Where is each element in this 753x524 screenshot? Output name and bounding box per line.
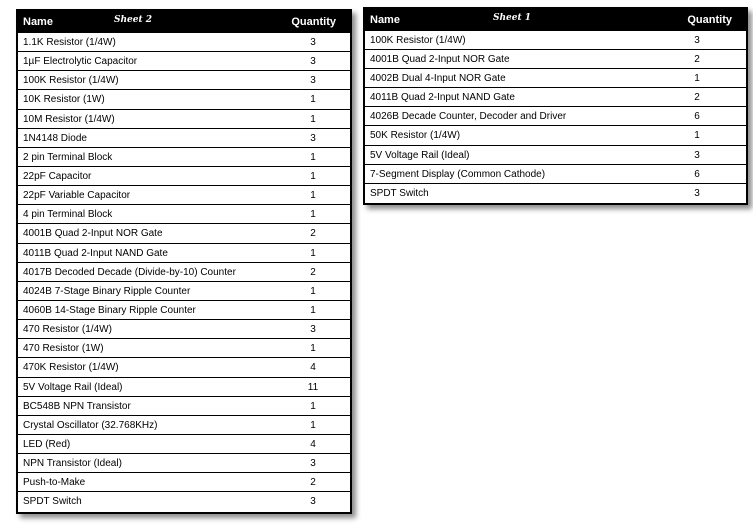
table-row (18, 90, 350, 109)
component-name: Push-to-Make (23, 477, 86, 489)
table-row (18, 435, 350, 454)
component-name: SPDT Switch (370, 187, 429, 199)
component-quantity: 2 (694, 92, 700, 104)
component-quantity: 1 (310, 419, 316, 431)
component-quantity: 2 (694, 54, 700, 66)
component-name: 10M Resistor (1/4W) (23, 113, 115, 125)
table-row (18, 263, 350, 282)
table-header (365, 9, 746, 31)
component-name: 7-Segment Display (Common Cathode) (370, 168, 546, 180)
table-row (18, 129, 350, 148)
component-quantity: 3 (310, 324, 316, 336)
component-quantity: 4 (310, 438, 316, 450)
component-name: 4001B Quad 2-Input NOR Gate (23, 228, 163, 240)
table-row (18, 224, 350, 243)
table-row (18, 167, 350, 186)
component-name: 100K Resistor (1/4W) (370, 35, 466, 46)
table-row (365, 146, 746, 165)
table-row (18, 473, 350, 492)
table-row (365, 126, 746, 145)
table-row (18, 148, 350, 167)
component-name: 4001B Quad 2-Input NOR Gate (370, 54, 510, 66)
component-quantity: 3 (310, 496, 316, 508)
table-row (365, 165, 746, 184)
table-row (365, 107, 746, 126)
component-quantity: 1 (310, 113, 316, 125)
component-name: 1.1K Resistor (1/4W) (23, 37, 116, 48)
component-quantity: 1 (694, 130, 700, 142)
table-row (18, 186, 350, 205)
component-quantity: 3 (310, 75, 316, 87)
component-name: 22pF Variable Capacitor (23, 190, 131, 202)
column-header-name: Name (370, 14, 400, 26)
component-name: 100K Resistor (1/4W) (23, 75, 119, 87)
component-name: 10K Resistor (1W) (23, 94, 105, 106)
component-name: BC548B NPN Transistor (23, 400, 131, 412)
table-header (18, 11, 350, 33)
component-quantity: 3 (694, 149, 700, 161)
component-name: 4026B Decade Counter, Decoder and Driver (370, 111, 567, 123)
table-row (18, 52, 350, 71)
component-quantity: 6 (694, 168, 700, 180)
table-row (18, 282, 350, 301)
component-quantity: 2 (310, 266, 316, 278)
table-row (365, 31, 746, 50)
column-header-name: Name (23, 16, 53, 28)
component-quantity: 2 (310, 477, 316, 489)
component-name: 4011B Quad 2-Input NAND Gate (23, 247, 168, 259)
component-quantity: 1 (310, 209, 316, 221)
sheet-title: Sheet 2 (114, 15, 153, 25)
bom-table-sheet-1 (363, 7, 748, 205)
table-row (18, 358, 350, 377)
component-quantity: 6 (694, 111, 700, 123)
component-quantity: 1 (310, 247, 316, 259)
component-quantity: 1 (310, 400, 316, 412)
component-name: 4024B 7-Stage Binary Ripple Counter (23, 285, 191, 297)
component-name: SPDT Switch (23, 496, 82, 508)
component-name: 50K Resistor (1/4W) (370, 130, 461, 142)
component-name: 22pF Capacitor (23, 170, 92, 182)
component-name: 4011B Quad 2-Input NAND Gate (370, 92, 515, 104)
component-name: 1µF Electrolytic Capacitor (23, 56, 138, 68)
component-quantity: 1 (694, 73, 700, 85)
component-quantity: 2 (310, 228, 316, 240)
component-quantity: 3 (310, 37, 316, 48)
component-name: 470 Resistor (1W) (23, 343, 104, 355)
column-header-quantity: Quantity (687, 14, 732, 26)
component-name: 470K Resistor (1/4W) (23, 362, 119, 374)
component-quantity: 1 (310, 285, 316, 297)
table-row (18, 244, 350, 263)
table-body (18, 33, 350, 512)
table-row (18, 301, 350, 320)
component-quantity: 1 (310, 170, 316, 182)
table-row (18, 492, 350, 511)
table-row (18, 378, 350, 397)
component-quantity: 4 (310, 362, 316, 374)
component-name: 4017B Decoded Decade (Divide-by-10) Counter (23, 266, 236, 278)
component-name: 4002B Dual 4-Input NOR Gate (370, 73, 506, 85)
component-name: 2 pin Terminal Block (23, 151, 113, 163)
table-row (18, 110, 350, 129)
table-row (18, 320, 350, 339)
component-quantity: 1 (310, 304, 316, 316)
component-quantity: 1 (310, 151, 316, 163)
table-row (18, 416, 350, 435)
bom-table-sheet-2 (16, 9, 352, 514)
column-header-quantity: Quantity (291, 16, 336, 28)
table-row (365, 69, 746, 88)
component-quantity: 11 (307, 381, 319, 393)
component-quantity: 1 (310, 190, 316, 202)
component-quantity: 3 (694, 187, 700, 199)
sheet-title: Sheet 1 (493, 13, 532, 23)
component-name: 470 Resistor (1/4W) (23, 324, 112, 336)
component-quantity: 3 (694, 35, 700, 46)
table-body (365, 31, 746, 203)
table-row (18, 205, 350, 224)
component-name: 5V Voltage Rail (Ideal) (370, 149, 470, 161)
table-row (365, 50, 746, 69)
component-name: LED (Red) (23, 438, 71, 450)
component-quantity: 1 (310, 94, 316, 106)
table-row (18, 33, 350, 52)
table-row (365, 88, 746, 107)
component-name: 1N4148 Diode (23, 132, 87, 144)
table-row (18, 71, 350, 90)
table-row (18, 339, 350, 358)
table-row (18, 397, 350, 416)
component-quantity: 3 (310, 458, 316, 470)
component-quantity: 1 (310, 343, 316, 355)
component-name: 5V Voltage Rail (Ideal) (23, 381, 123, 393)
component-name: 4060B 14-Stage Binary Ripple Counter (23, 304, 196, 316)
component-name: 4 pin Terminal Block (23, 209, 113, 221)
component-quantity: 3 (310, 132, 316, 144)
component-quantity: 3 (310, 56, 316, 68)
component-name: NPN Transistor (Ideal) (23, 458, 122, 470)
table-row (365, 184, 746, 203)
table-row (18, 454, 350, 473)
component-name: Crystal Oscillator (32.768KHz) (23, 419, 158, 431)
